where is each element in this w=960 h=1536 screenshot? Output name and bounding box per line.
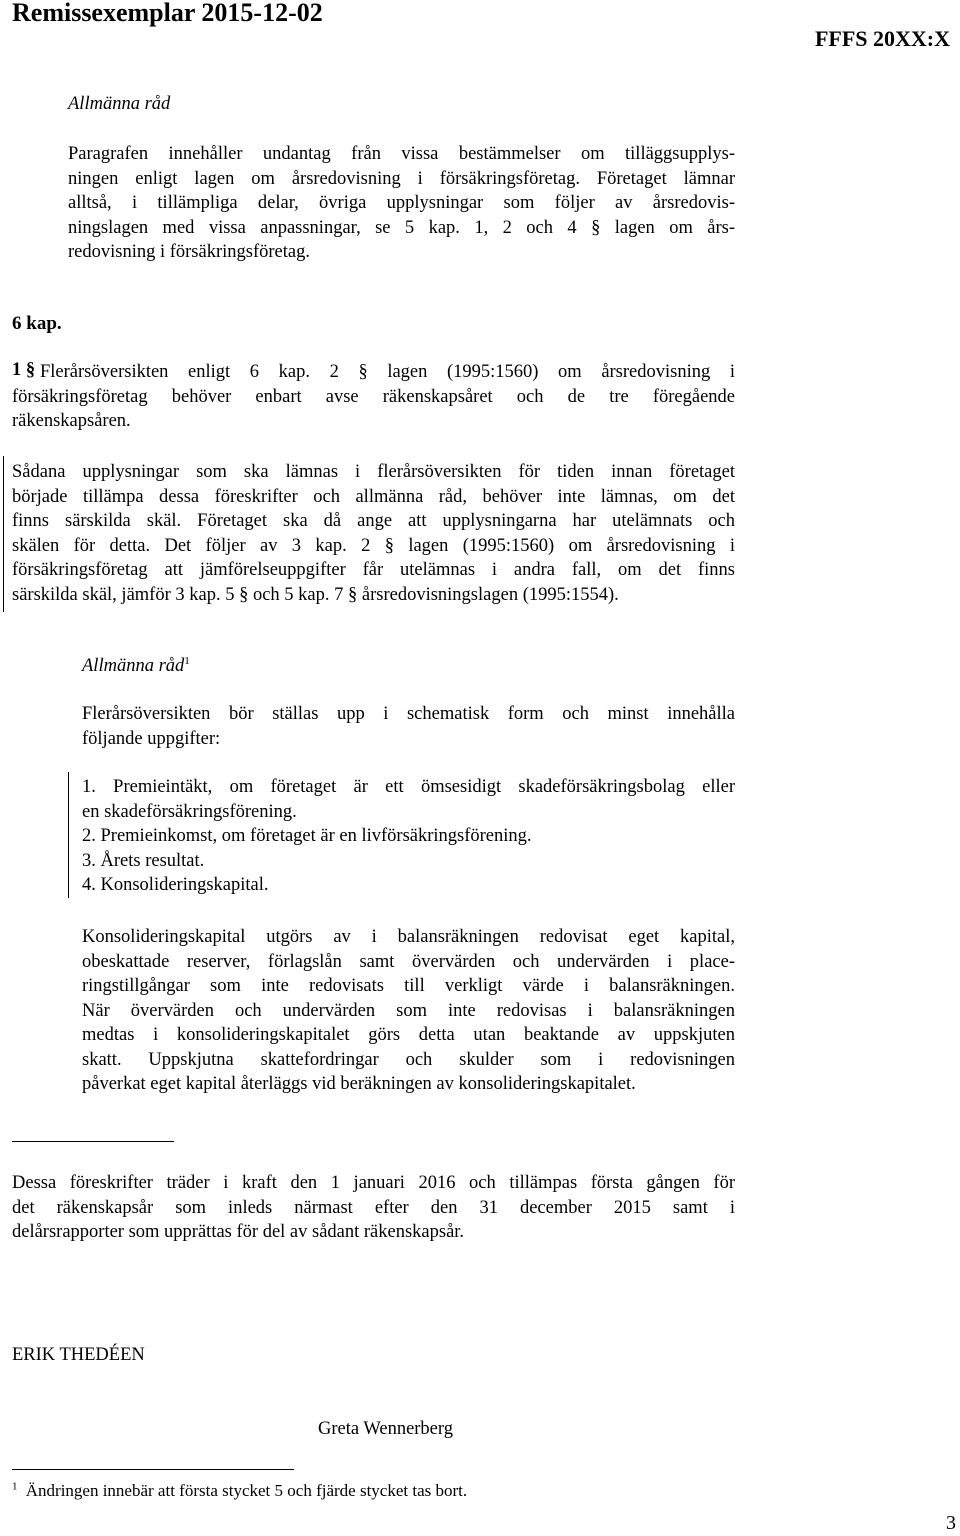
text-line: ningslagen med vissa anpassningar, se 5 kap. 1, 2 och 4 § lagen om års-: [68, 217, 735, 238]
text-line: Dessa föreskrifter träder i kraft den 1 januari 2016 och tillämpas första gången för: [12, 1173, 735, 1193]
general-advice-heading: Allmänna råd: [68, 94, 171, 114]
footnote-separator: [12, 1469, 294, 1470]
list-item: 2. Premieinkomst, om företaget är en livförsäkringsförening.: [82, 826, 532, 846]
change-bar: [68, 772, 69, 898]
heading-text: Allmänna råd: [82, 656, 185, 676]
text-line: När övervärden och undervärden som inte redovisas i balansräkningen: [82, 1000, 735, 1021]
document-status-header: Remissexemplar 2015-12-02: [12, 0, 323, 27]
signature-second: Greta Wennerberg: [318, 1419, 453, 1439]
text-line: finns särskilda skäl. Företaget ska då ange att upplysningarna har utelämnats och: [12, 511, 735, 531]
text-line: ringstillgångar som inte redovisats till verkligt värde i balansräkningen.: [82, 976, 735, 996]
required-items-list: [82, 775, 735, 898]
change-bar: [3, 456, 4, 612]
general-advice-2-intro: [82, 702, 735, 751]
text-line: Flerårsöversikten bör ställas upp i schematisk form och minst innehålla: [82, 704, 735, 724]
text-line: ningen enligt lagen om årsredovisning i försäkringsföretag. Företaget lämnar: [68, 168, 735, 189]
text-line: obeskattade reserver, förlagslån samt övervärden och undervärden i place-: [82, 951, 735, 972]
chapter-heading: 6 kap.: [12, 313, 62, 334]
list-item: 3. Årets resultat.: [82, 850, 205, 871]
general-advice-2-heading: [82, 656, 190, 677]
text-line: började tillämpa dessa föreskrifter och allmänna råd, behöver inte lämnas, om det: [12, 486, 735, 507]
footnote-number: 1: [12, 1480, 18, 1493]
general-advice-paragraph: [68, 142, 735, 265]
text-line: medtas i konsolideringskapitalet görs detta utan beaktande av uppskjuten: [82, 1025, 735, 1045]
footnote-ref: 1: [184, 654, 190, 667]
text-line: räkenskapsåren.: [12, 411, 131, 431]
section-1-text: [12, 360, 735, 434]
text-line: Konsolideringskapital utgörs av i balansräkningen redovisat eget kapital,: [82, 927, 735, 947]
text-line: särskilda skäl, jämför 3 kap. 5 § och 5 kap. 7 § årsredovisningslagen (1995:1554).: [12, 584, 619, 605]
text-line: försäkringsföretag att jämförelseuppgifter får utelämnas i andra fall, om det finns: [12, 560, 735, 580]
page-number: 3: [946, 1512, 956, 1534]
regulation-number-header: FFFS 20XX:X: [814, 26, 950, 51]
text-line: Sådana upplysningar som ska lämnas i flerårsöversikten för tiden innan företaget: [12, 462, 735, 482]
footnote-text: Ändringen innebär att första stycket 5 och fjärde stycket tas bort.: [25, 1481, 468, 1500]
text-line: alltså, i tillämpliga delar, övriga upplysningar som följer av årsredovis-: [68, 193, 735, 213]
signature-first: ERIK THEDÉEN: [12, 1345, 145, 1365]
section-number: 1 §: [12, 360, 36, 380]
text-line: Flerårsöversikten enligt 6 kap. 2 § lagen (1995:1560) om årsredovisning i: [40, 362, 735, 382]
consolidation-capital-paragraph: [82, 925, 735, 1097]
entry-into-force-paragraph: [12, 1171, 735, 1245]
exemption-paragraph: [12, 460, 735, 607]
text-line: skälen för detta. Det följer av 3 kap. 2 § lagen (1995:1560) om årsredovisning i: [12, 535, 735, 556]
footnote: [12, 1481, 467, 1501]
text-line: påverkat eget kapital återläggs vid beräkningen av konsolideringskapitalet.: [82, 1074, 636, 1094]
text-line: försäkringsföretag behöver enbart avse räkenskapsåret och de tre föregående: [12, 386, 735, 407]
text-line: delårsrapporter som upprättas för del av sådant räkenskapsår.: [12, 1222, 465, 1242]
text-line: redovisning i försäkringsföretag.: [68, 242, 310, 262]
list-item: 1. Premieintäkt, om företaget är ett ömsesidigt skadeförsäkringsbolag eller: [82, 777, 735, 797]
text-line: det räkenskapsår som inleds närmast efter den 31 december 2015 samt i: [12, 1197, 735, 1218]
section-separator: [12, 1141, 174, 1142]
text-line: följande uppgifter:: [82, 728, 221, 749]
text-line: Paragrafen innehåller undantag från vissa bestämmelser om tilläggsupplys-: [68, 144, 735, 164]
list-item: en skadeförsäkringsförening.: [82, 801, 297, 822]
text-line: skatt. Uppskjutna skattefordringar och skulder som i redovisningen: [82, 1049, 735, 1070]
list-item: 4. Konsolideringskapital.: [82, 875, 269, 895]
